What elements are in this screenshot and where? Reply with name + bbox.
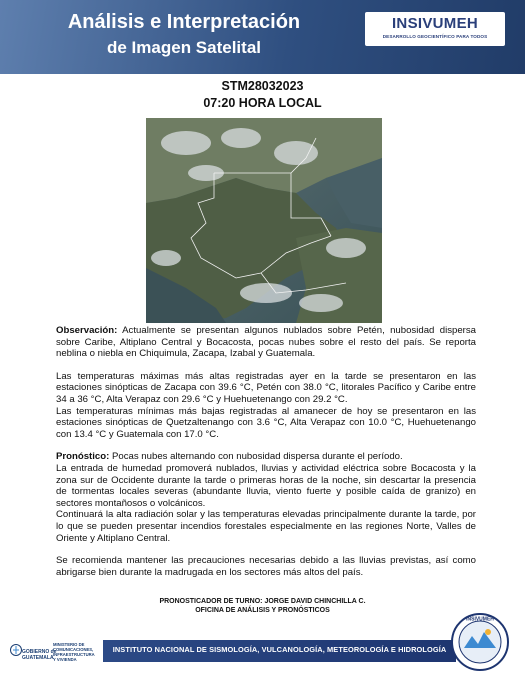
header-banner: [0, 0, 525, 74]
report-body: [56, 325, 476, 578]
forecaster-name: PRONOSTICADOR DE TURNO: JORGE DAVID CHINCHILLA C.: [159, 598, 366, 605]
max-temperatures-paragraph: Las temperaturas máximas más altas registradas ayer en la tarde se presentaron en las estaciones sinópticas de Zacapa con 39.6 °C, Petén con 38.0 °C, litorales Pacífico y Caribe entre 34 a 36 °C, Alta Verapaz con 29.6 °C y Huehuetenango con 29.2 °C.: [56, 370, 476, 405]
ministry-line-3: INFRAESTRUCTURA: [53, 652, 95, 657]
seal-icon: [450, 612, 510, 672]
guatemala-emblem-icon: [10, 642, 22, 658]
page-title: [14, 10, 354, 60]
institute-name: INSTITUTO NACIONAL DE SISMOLOGÍA, VULCANOLOGÍA, METEOROLOGÍA E HIDROLOGÍA: [112, 645, 447, 654]
title-line-1: Análisis e Interpretación: [67, 11, 301, 33]
brand-tagline: DESARROLLO GEOCIENTÍFICO PARA TODOS: [382, 34, 488, 39]
ministry-line-1: MINISTERIO DE: [53, 642, 85, 647]
institute-banner: [103, 640, 456, 662]
ministry-line-2: COMUNICACIONES,: [53, 647, 94, 652]
min-temperatures-paragraph: Las temperaturas mínimas más bajas registradas al amanecer de hoy se presentaron en las estaciones sinópticas de Quetzaltenango con 3.6 °C, Alta Verapaz con 10.0 °C, Huehuetenango con 13.4 °C y Guatemala con 17.0 °C.: [56, 405, 476, 440]
forecaster-signature: [0, 597, 525, 615]
radiation-paragraph: Continuará la alta radiación solar y las temperaturas elevadas principalmente durante la tarde, por lo que se pueden presentar incendios forestales especialmente en las regiones Norte, Valles de Oriente y Altiplano Central.: [56, 509, 476, 544]
gov-line-1: GOBIERNO de: [22, 649, 57, 655]
insivumeh-logo: [365, 12, 505, 46]
report-code: STM28032023: [221, 79, 304, 93]
gov-line-2: GUATEMALA: [22, 655, 54, 661]
recommendation-paragraph: Se recomienda mantener las precauciones necesarias debido a las lluvias previstas, así como abrigarse bien durante la madrugada en los sectores más altos del país.: [56, 555, 476, 578]
forecast-paragraph: [56, 451, 476, 463]
humidity-paragraph: La entrada de humedad promoverá nublados, lluvias y actividad eléctrica sobre Bocacosta y la zona sur de Occidente durante la tarde o primeras horas de la noche, sin descartar la presencia de tormentas locales severas (abundante lluvia, viento fuerte y posible caída de granizo) en sectores montañosos o volcánicos.: [56, 462, 476, 509]
seal-text: INSIVUMEH: [466, 616, 494, 623]
report-identifier: [0, 78, 525, 112]
observation-label: Observación:: [56, 325, 118, 336]
government-logo: [10, 636, 100, 666]
ministry-line-4: Y VIVIENDA: [53, 657, 77, 662]
report-time: 07:20 HORA LOCAL: [203, 96, 322, 110]
title-line-2: de Imagen Satelital: [107, 38, 261, 57]
forecast-text: Pocas nubes alternando con nubosidad dispersa durante el período.: [109, 451, 403, 463]
brand-name: INSIVUMEH: [391, 15, 479, 32]
satellite-map-icon: [146, 118, 382, 323]
forecaster-office: OFICINA DE ANÁLISIS Y PRONÓSTICOS: [195, 607, 330, 614]
forecast-label: Pronóstico:: [56, 451, 110, 463]
observation-text: Actualmente se presentan algunos nublados sobre Petén, nubosidad dispersa sobre Caribe, Altiplano Central y Bocacosta, pocas nubes sobre el resto del país. Se reporta neblina o niebla en Chiquimula, Zacapa, Izabal y Guatemala.: [56, 325, 476, 360]
observation-paragraph: [56, 325, 476, 360]
insivumeh-seal: [450, 612, 510, 672]
satellite-image: [146, 118, 382, 323]
